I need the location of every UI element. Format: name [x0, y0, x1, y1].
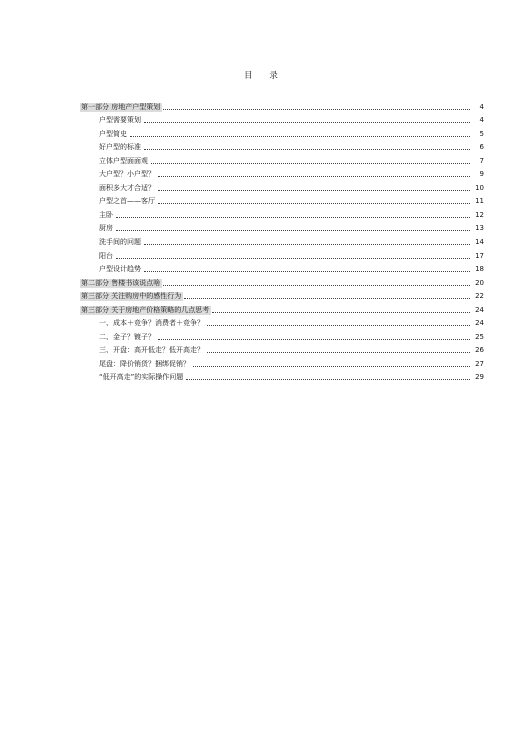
dot-leader	[158, 203, 470, 204]
toc-entry[interactable]	[80, 315, 484, 329]
dot-leader	[186, 379, 470, 380]
toc-entry-page: 13	[475, 224, 484, 233]
toc-entry-label: 尾盘：降价销货？捆绑促销？	[99, 359, 190, 368]
toc-entry-label: 厨房	[99, 224, 113, 233]
toc-entry-page: 14	[475, 238, 484, 247]
toc-entry-page: 29	[475, 373, 484, 382]
toc-entry[interactable]	[80, 220, 484, 234]
toc-entry-page: 11	[475, 197, 484, 206]
toc-entry[interactable]	[80, 112, 484, 126]
toc-entry[interactable]	[80, 288, 484, 302]
toc-entry-label: 第二部分 售楼书该说点啥	[81, 278, 161, 287]
toc-entry-page: 17	[475, 251, 484, 260]
toc-entry-page: 4	[479, 102, 484, 111]
toc-entry-page: 20	[475, 278, 484, 287]
dot-leader	[144, 271, 470, 272]
toc-entry-page: 9	[479, 170, 484, 179]
toc-entry[interactable]	[80, 247, 484, 261]
dot-leader	[158, 190, 470, 191]
dot-leader	[144, 244, 470, 245]
dot-leader	[163, 285, 470, 286]
toc-entry-label: 户型需要策划	[99, 116, 141, 125]
toc-entry-label: 二、金子？镀子？	[99, 332, 155, 341]
toc-entry-label: 好户型的标准	[99, 143, 141, 152]
toc-entry-label: 一、成本＋竞争？消费者＋竞争？	[99, 319, 204, 328]
dot-leader	[130, 136, 470, 137]
toc-title: 目 录	[244, 71, 285, 81]
toc-entry-label: 立体户型面面观	[99, 156, 148, 165]
dot-leader	[163, 109, 470, 110]
toc-entry-label: 阳台	[99, 251, 113, 260]
toc-entry-page: 6	[479, 143, 484, 152]
toc-entry-page: 26	[475, 346, 484, 355]
toc-entry-label: 大户型？小户型？	[99, 170, 155, 179]
toc-entry-page: 10	[475, 183, 484, 192]
dot-leader	[207, 352, 470, 353]
toc-entry[interactable]	[80, 301, 484, 315]
dot-leader	[116, 230, 470, 231]
dot-leader	[158, 176, 470, 177]
toc-entry[interactable]	[80, 328, 484, 342]
toc-entry-label: 三、开盘：高开低走？低开高走？	[99, 346, 204, 355]
dot-leader	[184, 298, 470, 299]
toc-entry[interactable]	[80, 125, 484, 139]
toc-entry[interactable]	[80, 193, 484, 207]
dot-leader	[144, 149, 470, 150]
toc-entry-page: 24	[475, 305, 484, 314]
toc-entry-page: 18	[475, 265, 484, 274]
dot-leader	[158, 339, 470, 340]
toc-entry-label: 户型简史	[99, 129, 127, 138]
dot-leader	[207, 325, 470, 326]
toc-entry-page: 4	[479, 116, 484, 125]
toc-entry-page: 22	[475, 292, 484, 301]
toc-entry-page: 7	[479, 156, 484, 165]
dot-leader	[193, 366, 470, 367]
toc-entry[interactable]	[80, 166, 484, 180]
dot-leader	[151, 163, 470, 164]
toc-entry-page: 25	[475, 332, 484, 341]
toc-entry[interactable]	[80, 139, 484, 153]
toc-entry-label: 户型之首——客厅	[99, 197, 155, 206]
toc-entry-page: 24	[475, 319, 484, 328]
toc-entry-page: 27	[475, 359, 484, 368]
toc-entry-label: 第三部分 关注购房中的感性行为	[81, 292, 182, 301]
table-of-contents	[80, 98, 484, 382]
toc-entry-label: 面积多大才合适？	[99, 183, 155, 192]
dot-leader	[144, 122, 470, 123]
toc-entry-label: 第三部分 关于房地产价格策略的几点思考	[81, 305, 210, 314]
toc-entry[interactable]	[80, 355, 484, 369]
toc-entry-page: 5	[479, 129, 484, 138]
dot-leader	[116, 258, 470, 259]
toc-entry-label: “低开高走”的实际操作问题	[99, 373, 184, 382]
toc-entry[interactable]	[80, 261, 484, 275]
toc-entry[interactable]	[80, 206, 484, 220]
toc-entry-label: 第一部分 房地产户型策划	[81, 102, 161, 111]
toc-entry[interactable]	[80, 369, 484, 383]
toc-entry[interactable]	[80, 274, 484, 288]
toc-entry-label: 主卧	[99, 210, 113, 219]
dot-leader	[212, 312, 470, 313]
dot-leader	[116, 217, 470, 218]
toc-entry[interactable]	[80, 233, 484, 247]
toc-entry[interactable]	[80, 152, 484, 166]
toc-entry[interactable]	[80, 179, 484, 193]
toc-entry-label: 户型设计趋势	[99, 265, 141, 274]
toc-entry-label: 洗手间的问题	[99, 238, 141, 247]
toc-entry-page: 12	[475, 210, 484, 219]
toc-entry[interactable]	[80, 98, 484, 112]
toc-entry[interactable]	[80, 342, 484, 356]
